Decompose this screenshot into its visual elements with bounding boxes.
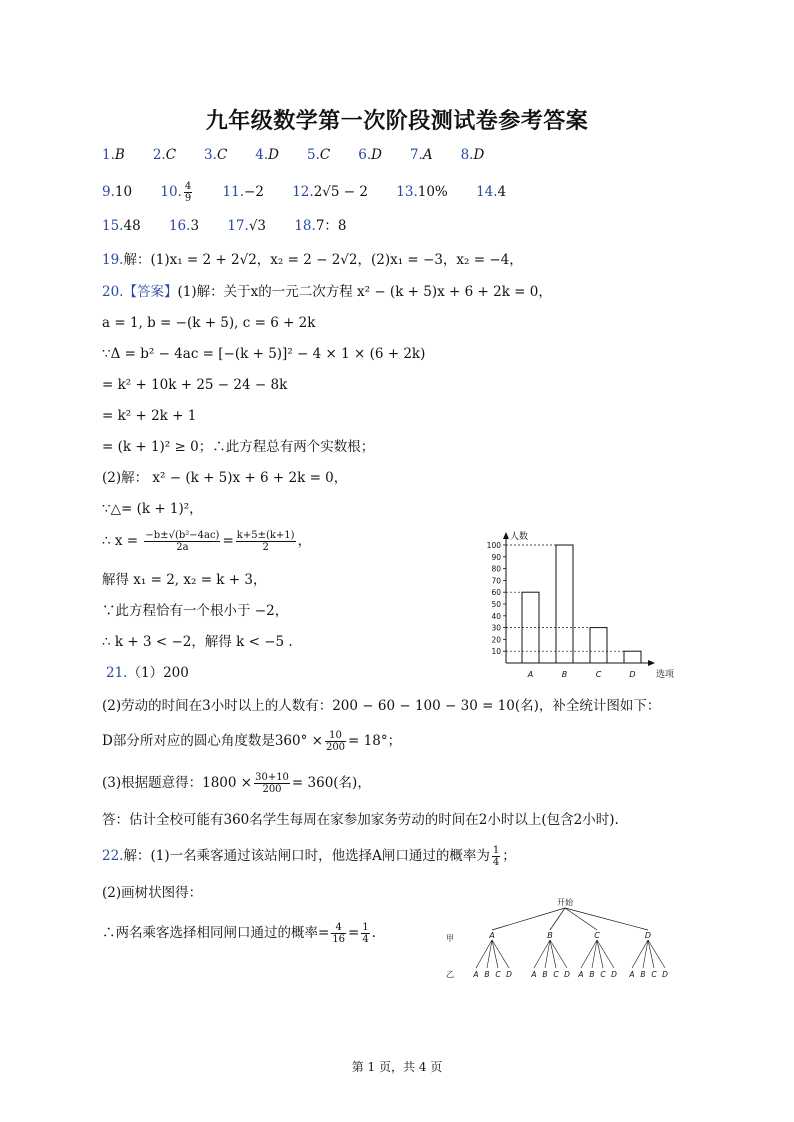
q17-number: 17. [227, 218, 249, 234]
y-tick-label: 50 [491, 600, 501, 609]
q22-line-2: (2)画树状图得： [102, 885, 203, 901]
x-tick-label: A [527, 670, 534, 679]
q20-text-1: (1)解：关于x的一元二次方程 x² − (k + 5)x + 6 + 2k = 0， [177, 284, 552, 300]
tree-node-level2: A [473, 970, 479, 979]
q16-answer: 3 [190, 218, 200, 234]
q21-angle-fraction [325, 730, 346, 753]
tree-sub-branch [648, 940, 665, 968]
tree-node-level2: B [640, 970, 646, 979]
q21-number: 21. [106, 665, 128, 681]
x-tick-label: D [629, 670, 636, 679]
x-tick-label: B [561, 670, 568, 679]
q20-line-5: = k² + 2k + 1 [102, 408, 197, 424]
q20-formula-fraction-2 [236, 530, 296, 553]
choice-answer: D [268, 147, 279, 163]
tree-node-level1: C [594, 931, 600, 940]
y-tick-label: 90 [491, 552, 501, 562]
tree-node-level2: C [600, 970, 606, 979]
tree-node-level1: B [547, 931, 553, 940]
q21-estimate-numerator: 30+10 [255, 772, 289, 783]
q22-semicolon: ； [502, 848, 516, 864]
q22-line-3 [102, 922, 376, 945]
q20-x-equals: ∴ x = [102, 533, 139, 549]
q20-line-3: ∵Δ = b² − 4ac = [−(k + 5)]² − 4 × 1 × (6 + 2k) [102, 346, 426, 362]
bar-B [556, 545, 573, 663]
y-tick-label: 40 [491, 611, 501, 621]
tree-row-label-2: 乙 [446, 970, 454, 979]
q20-formula-numerator: −b±√(b²−4ac) [145, 530, 220, 541]
choice-answer: A [422, 147, 433, 163]
q22-same-numerator-2: 1 [362, 922, 369, 933]
tree-node-level2: B [484, 970, 490, 979]
q21-line-4 [102, 772, 371, 795]
q21-line-2: (2)劳动的时间在3小时以上的人数有：200 − 60 − 100 − 30 = 10(名)，补全统计图如下： [102, 698, 661, 714]
x-axis-label: 选项 [656, 670, 675, 680]
choice-number: 5. [307, 147, 320, 163]
q14-answer: 4 [497, 184, 507, 200]
choice-number: 4. [255, 147, 269, 163]
y-axis-arrow [503, 532, 509, 539]
choice-answer: C [165, 147, 177, 163]
q11-answer: −2 [244, 184, 264, 200]
y-tick-label: 80 [491, 564, 501, 574]
q22-same-numerator: 4 [331, 922, 346, 934]
q20-equals: = [222, 533, 234, 549]
page-footer: 第 1 页，共 4 页 [351, 1060, 443, 1074]
q10-numerator: 4 [184, 181, 192, 192]
tree-root: 开始 [557, 898, 573, 907]
tree-node-level2: D [611, 970, 617, 979]
q22-prob-fraction [492, 845, 500, 868]
q22-equals: = [348, 925, 360, 941]
tree-node-level2: D [506, 970, 512, 979]
y-tick-label: 10 [491, 647, 501, 657]
tree-sub-branch [597, 940, 614, 968]
q16-number: 16. [168, 218, 191, 234]
q20-line-10: 解得 x₁ = 2, x₂ = k + 3， [102, 572, 267, 588]
q21-estimate-denominator: 200 [262, 784, 282, 795]
q21-line-3 [102, 730, 401, 753]
tree-row-label-1: 甲 [446, 934, 454, 943]
page-title: 九年级数学第一次阶段测试卷参考答案 [205, 108, 589, 134]
q9-number: 9. [102, 184, 115, 200]
q20-formula-denominator: 2a [176, 542, 189, 553]
q12-number: 12. [292, 184, 314, 200]
q20-tag: 【答案】 [123, 284, 178, 300]
choice-number: 1. [102, 147, 115, 163]
tree-sub-branch [492, 940, 498, 968]
choice-answer: B [114, 147, 125, 163]
q22-text-1: 解：(1)一名乘客通过该站闸口时，他选择A闸口通过的概率为 [123, 848, 490, 864]
q14-number: 14. [476, 184, 498, 200]
q20-formula-fraction [144, 530, 220, 553]
q20-number: 20. [102, 284, 124, 300]
q21-angle-numerator: 10 [325, 730, 346, 742]
choice-number: 8. [460, 147, 474, 163]
fill-answers-row-1 [102, 181, 506, 204]
q20-line-7: (2)解： x² − (k + 5)x + 6 + 2k = 0， [102, 470, 348, 486]
tree-node-level2: B [589, 970, 595, 979]
choice-answer: C [319, 147, 331, 163]
q22-prob-numerator: 1 [492, 845, 500, 856]
q21-angle-denominator: 200 [325, 742, 346, 753]
q20-line-6: = (k + 1)² ≥ 0；∴此方程总有两个实数根； [102, 439, 375, 455]
q22-line-1 [102, 845, 516, 868]
y-tick-label: 100 [486, 541, 501, 550]
q21-line-1 [106, 664, 189, 682]
q20-line-2: a = 1, b = −(k + 5), c = 6 + 2k [102, 315, 316, 331]
bar-D [624, 651, 641, 663]
q22-number: 22. [102, 848, 124, 864]
x-axis-arrow [648, 660, 655, 666]
q20-formula-numerator-2: k+5±(k+1) [236, 530, 295, 541]
tree-node-level2: A [578, 970, 584, 979]
fill-answers-row-2 [102, 217, 347, 235]
y-tick-label: 70 [491, 576, 501, 586]
tree-branch [492, 908, 565, 930]
tree-node-level2: C [553, 970, 559, 979]
q22-period: . [371, 925, 377, 941]
tree-sub-branch [550, 940, 567, 968]
tree-node-level1: A [489, 931, 495, 940]
tree-node-level2: C [495, 970, 501, 979]
y-tick-label: 60 [491, 588, 501, 598]
q20-formula-denominator-2: 2 [262, 542, 269, 553]
q13-answer: 10% [417, 184, 448, 200]
q22-same-denominator-2: 4 [362, 934, 369, 945]
q20-line-1 [102, 283, 552, 301]
choice-number: 2. [152, 147, 166, 163]
q21-estimate-fraction [254, 772, 290, 795]
q13-number: 13. [396, 184, 418, 200]
q18-answer: 7：8 [315, 218, 347, 234]
q12-answer: 2√5 − 2 [313, 184, 368, 200]
q17-answer: √3 [248, 218, 267, 234]
tree-sub-branch [550, 940, 556, 968]
choice-answer: C [216, 147, 228, 163]
q21-text-1: （1）200 [127, 665, 189, 681]
q20-line-8: ∵△= (k + 1)²， [102, 501, 203, 517]
q19-text: 解：(1)x₁ = 2 + 2√2，x₂ = 2 − 2√2，(2)x₁ = −3，x₂ = −4， [123, 252, 523, 268]
q9-answer: 10 [114, 184, 133, 200]
q10-number: 10. [160, 184, 182, 200]
bar-chart [450, 525, 675, 685]
tree-branch [565, 908, 648, 930]
choice-answers-row [102, 146, 484, 164]
y-tick-label: 20 [491, 635, 501, 645]
q19-number: 19. [102, 252, 124, 268]
q20-line-12: ∴ k + 3 < −2，解得 k < −5 . [102, 634, 293, 650]
tree-sub-branch [492, 940, 509, 968]
bar-C [590, 628, 607, 663]
choice-number: 7. [409, 147, 423, 163]
q10-denominator: 9 [184, 193, 192, 204]
tree-node-level2: C [651, 970, 657, 979]
tree-sub-branch [597, 940, 603, 968]
tree-branch [565, 908, 597, 930]
q21-estimate-result: = 360(名)， [291, 775, 371, 791]
tree-node-level1: D [644, 931, 652, 940]
tree-node-level2: B [542, 970, 548, 979]
q19-answer [102, 251, 523, 269]
choice-answer: D [473, 147, 485, 163]
q15-number: 15. [102, 218, 124, 234]
q21-angle-text: D部分所对应的圆心角度数是360° × [102, 733, 323, 749]
q22-same-denominator: 16 [332, 934, 346, 945]
tree-diagram [440, 895, 690, 985]
y-axis-label: 人数 [510, 532, 529, 542]
q21-estimate-text: (3)根据题意得：1800 × [102, 775, 253, 791]
q11-number: 11. [222, 184, 245, 200]
tree-node-level2: A [629, 970, 635, 979]
q22-prob-denominator: 4 [492, 857, 500, 868]
q18-number: 18. [294, 218, 316, 234]
q20-line-11: ∵此方程恰有一个根小于 −2， [102, 603, 289, 619]
choice-number: 6. [358, 147, 372, 163]
q21-angle-result: = 18°； [348, 733, 402, 749]
q20-line-4: = k² + 10k + 25 − 24 − 8k [102, 377, 288, 393]
q10-fraction [184, 181, 192, 204]
q15-answer: 48 [123, 218, 141, 234]
choice-answer: D [371, 147, 382, 163]
q21-line-5: 答：估计全校可能有360名学生每周在家参加家务劳动的时间在2小时以上(包含2小时). [102, 812, 619, 828]
q20-comma: ， [297, 533, 312, 549]
q22-same-fraction-2 [361, 922, 369, 945]
tree-node-level2: D [564, 970, 570, 979]
q22-text-3: ∴两名乘客选择相同闸口通过的概率= [102, 925, 330, 941]
tree-branch [550, 908, 565, 930]
x-tick-label: C [595, 670, 602, 679]
tree-node-level2: D [662, 970, 668, 979]
choice-number: 3. [204, 147, 217, 163]
y-tick-label: 30 [491, 623, 501, 633]
q20-line-9 [102, 530, 311, 553]
tree-node-level2: A [531, 970, 537, 979]
q22-same-fraction [331, 922, 346, 945]
tree-sub-branch [648, 940, 654, 968]
